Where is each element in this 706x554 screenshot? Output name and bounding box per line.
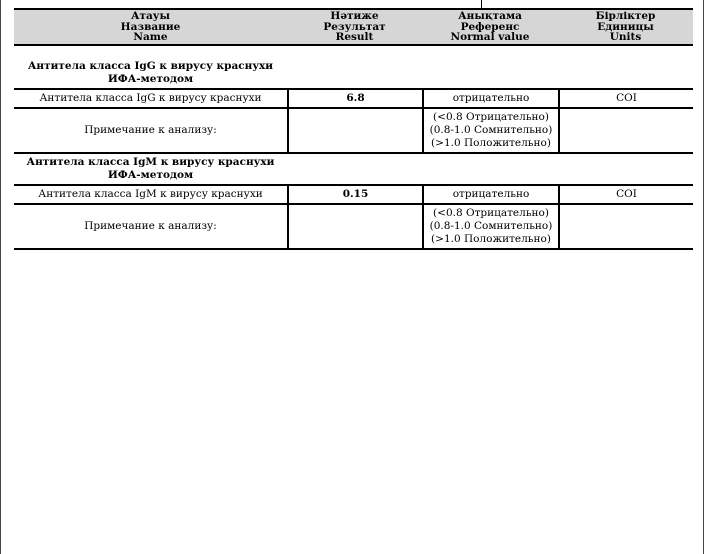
header-units-en: Units: [609, 31, 642, 44]
header-normal: [422, 10, 558, 44]
test-result: 0.15: [287, 186, 422, 203]
section-method-line: ИФА-методом: [107, 169, 194, 181]
header-result-kz: Нәтиже: [330, 10, 379, 23]
table-row: [14, 88, 693, 109]
note-line: (>1.0 Положительно): [431, 233, 551, 245]
section-title-line: Антитела класса IgM к вирусу краснухи: [26, 156, 275, 168]
section-igg: [14, 46, 693, 88]
header-name-ru: Название: [120, 20, 181, 33]
header-normal-ru: Референс: [460, 20, 520, 33]
section-igm: [14, 154, 693, 184]
header-name-en: Name: [133, 31, 168, 44]
test-normal-value: отрицательно: [422, 186, 558, 203]
table-row: [14, 184, 693, 205]
header-units-kz: Бірліктер: [595, 10, 656, 23]
header-result-en: Result: [335, 31, 374, 44]
note-label: Примечание к анализу:: [84, 124, 217, 136]
section-title-line: Антитела класса IgG к вирусу краснухи: [27, 60, 274, 72]
note-line: (0.8-1.0 Сомнительно): [429, 124, 553, 136]
header-name: [14, 10, 287, 44]
section-title: [14, 60, 287, 86]
section-title: [14, 156, 287, 182]
note-line: (<0.8 Отрицательно): [433, 111, 549, 123]
note-result-empty: [287, 205, 422, 248]
header-result: [287, 10, 422, 44]
note-reference: [422, 205, 558, 248]
note-line: (0.8-1.0 Сомнительно): [429, 220, 553, 232]
note-line: (>1.0 Положительно): [431, 137, 551, 149]
note-label: Примечание к анализу:: [84, 220, 217, 232]
note-reference: [422, 109, 558, 152]
test-result: 6.8: [287, 90, 422, 107]
header-units-ru: Единицы: [597, 20, 654, 33]
note-row: [14, 109, 693, 154]
section-method-line: ИФА-методом: [107, 73, 194, 85]
top-divider-tick: [481, 0, 482, 8]
note-units-empty: [558, 109, 693, 152]
test-name: Антитела класса IgM к вирусу краснухи: [38, 188, 263, 200]
header-name-kz: Атауы: [130, 10, 171, 23]
table-header: [14, 8, 693, 46]
header-units: [558, 10, 693, 44]
note-result-empty: [287, 109, 422, 152]
header-normal-en: Normal value: [450, 31, 530, 44]
test-units: COI: [558, 90, 693, 107]
note-line: (<0.8 Отрицательно): [433, 207, 549, 219]
header-normal-kz: Анықтама: [458, 10, 522, 23]
test-normal-value: отрицательно: [422, 90, 558, 107]
header-result-ru: Результат: [323, 20, 386, 33]
test-units: COI: [558, 186, 693, 203]
test-name: Антитела класса IgG к вирусу краснухи: [39, 92, 262, 104]
note-row: [14, 205, 693, 250]
note-units-empty: [558, 205, 693, 248]
results-table: [14, 8, 693, 250]
